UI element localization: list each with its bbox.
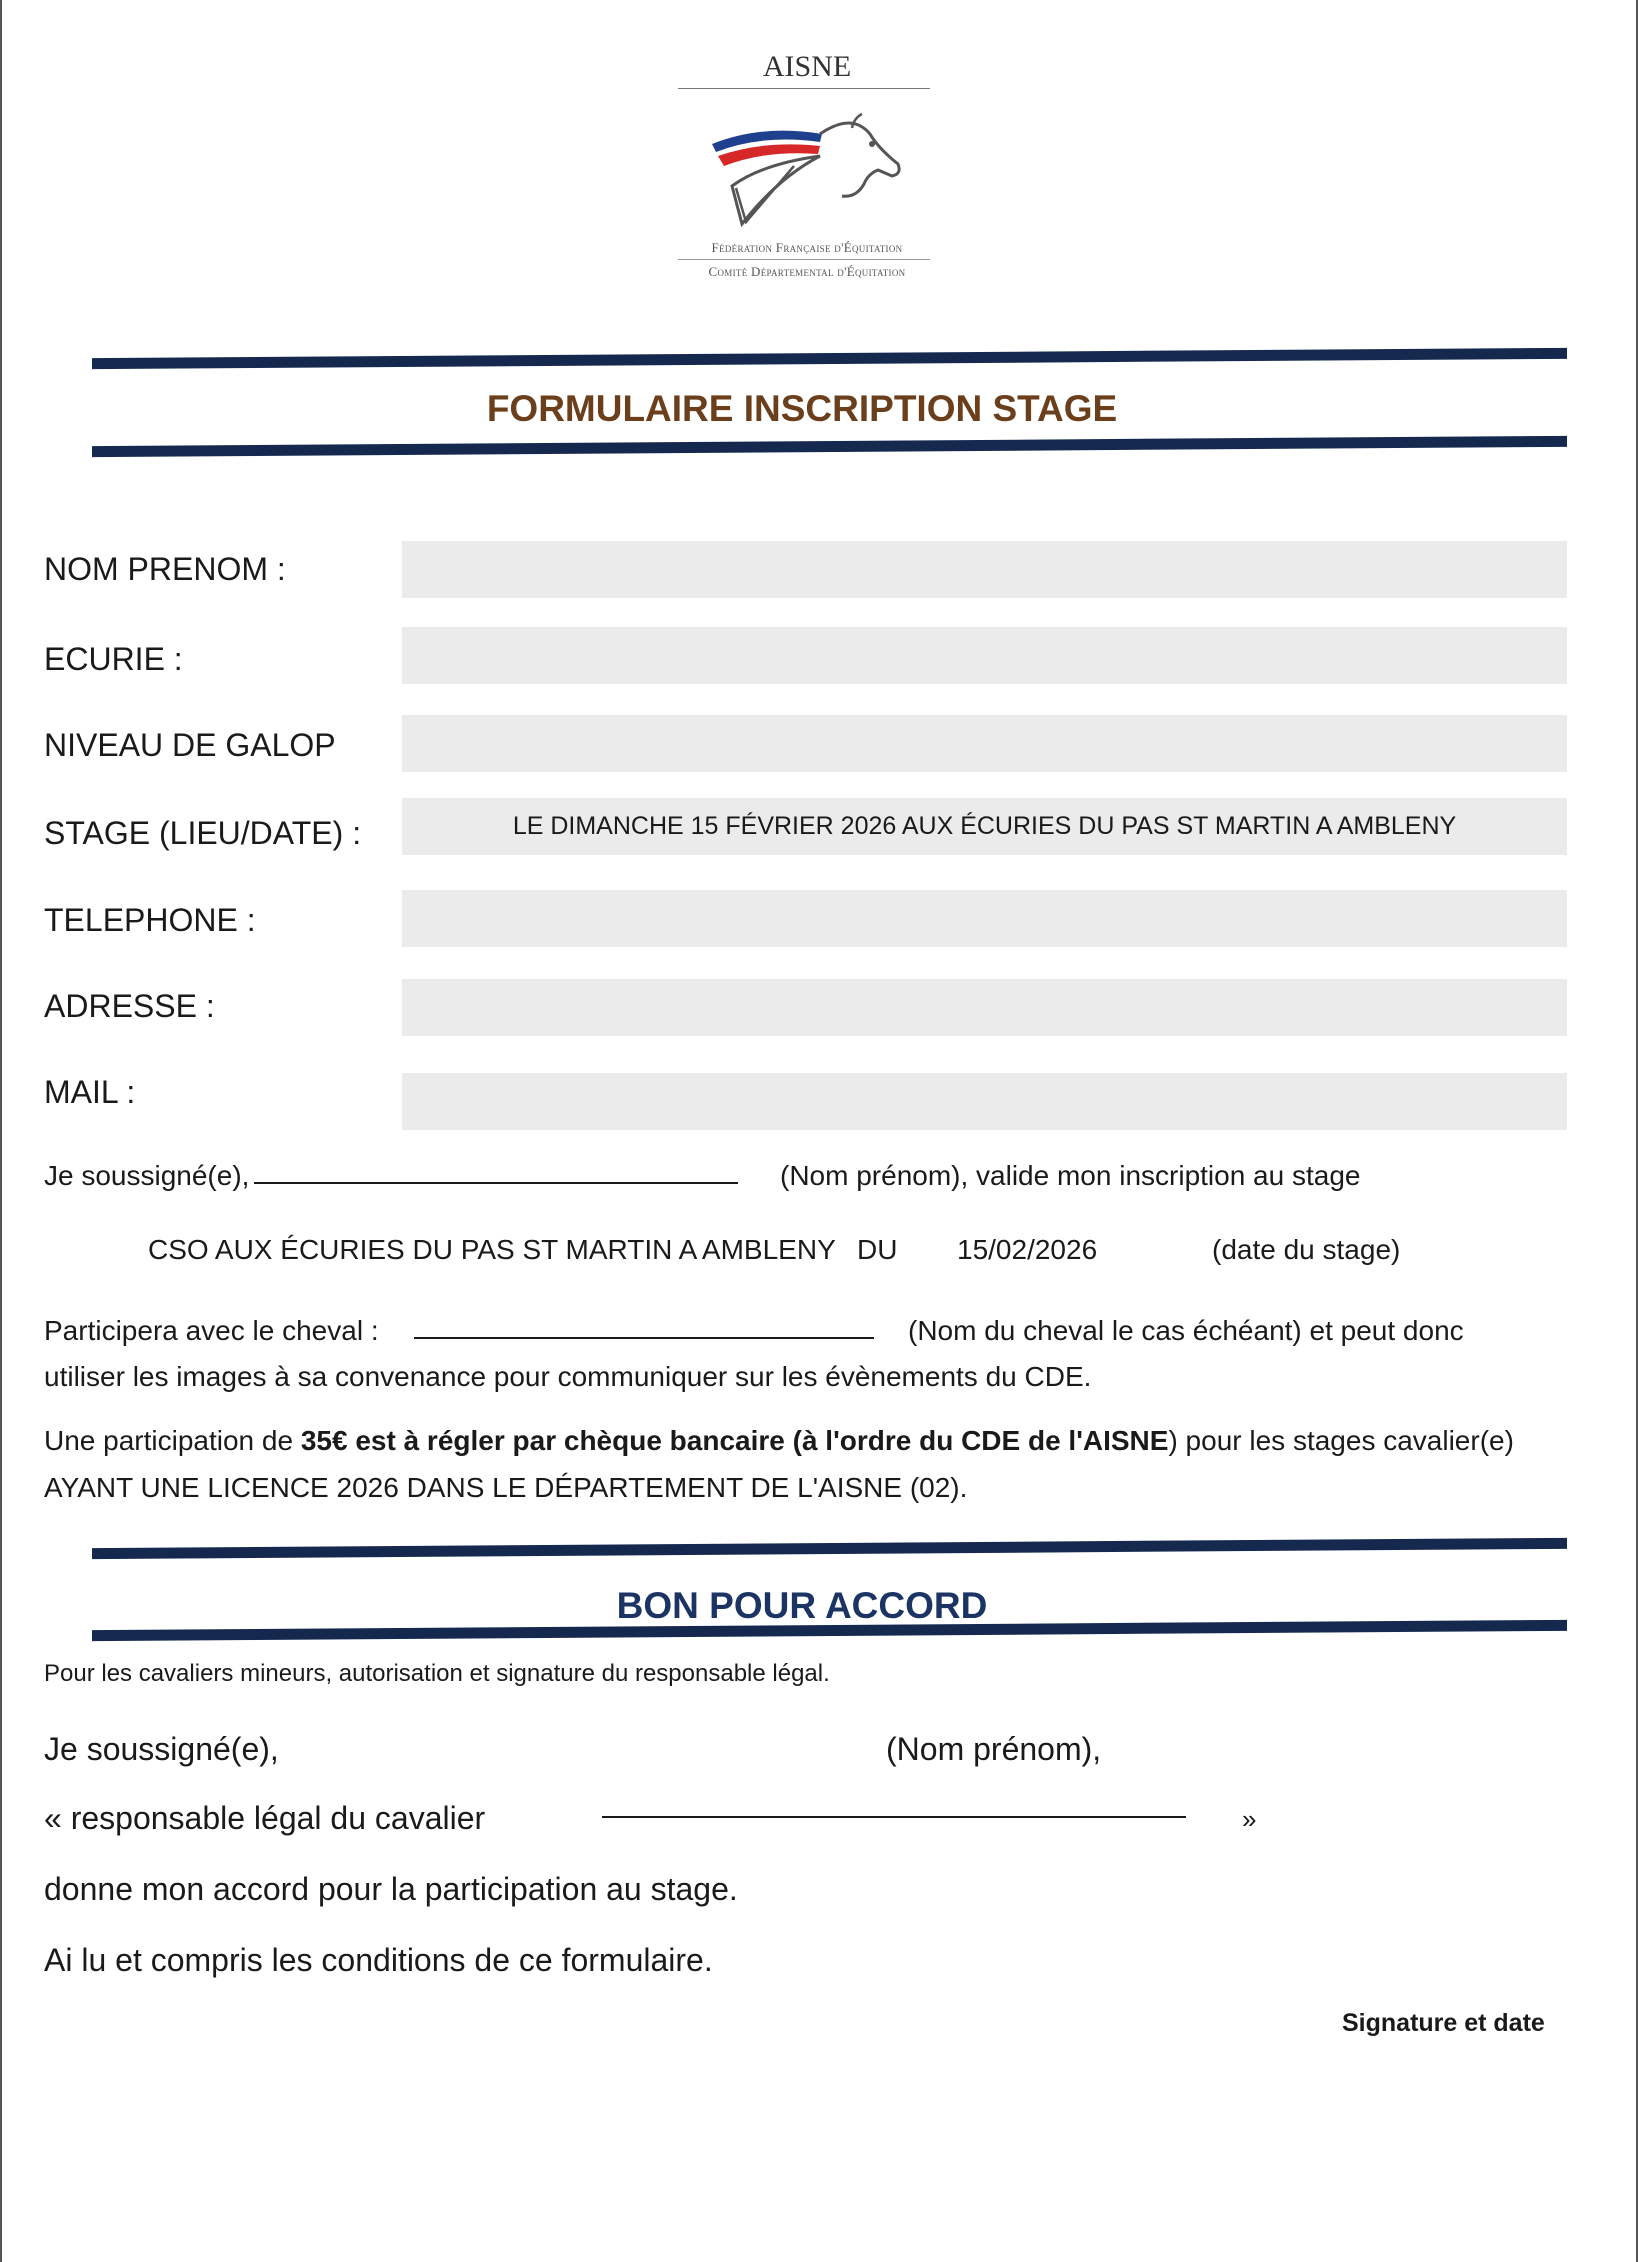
- soussigne-name-line[interactable]: [254, 1182, 738, 1184]
- participation-line1: [44, 1425, 1514, 1457]
- participation-text-bold: 35€ est à régler par chèque bancaire (à l'ordre du CDE de l'AISNE: [300, 1425, 1169, 1456]
- header-band-top: [92, 348, 1567, 369]
- responsable-name-line[interactable]: [602, 1816, 1186, 1818]
- logo-federation-text: Fédération Française d'Équitation: [711, 240, 903, 255]
- form-title: FORMULAIRE INSCRIPTION STAGE: [486, 388, 1118, 429]
- stage-name: CSO AUX ÉCURIES DU PAS ST MARTIN A AMBLENY: [148, 1234, 836, 1265]
- accord-responsable-close: »: [1242, 1804, 1257, 1834]
- cheval-suffix: (Nom du cheval le cas échéant) et peut donc: [908, 1315, 1464, 1346]
- nom-prenom-field[interactable]: [402, 541, 1567, 598]
- participation-line2: AYANT UNE LICENCE 2026 DANS LE DÉPARTEMENT DE L'AISNE (02).: [44, 1472, 968, 1503]
- accord-note: Pour les cavaliers mineurs, autorisation et signature du responsable légal.: [44, 1660, 830, 1687]
- stage-label: STAGE (LIEU/DATE) :: [44, 815, 362, 851]
- adresse-field[interactable]: [402, 979, 1567, 1036]
- accord-nom-prenom: (Nom prénom),: [886, 1731, 1102, 1767]
- accord-band-top: [92, 1538, 1567, 1559]
- telephone-field[interactable]: [402, 890, 1567, 947]
- niveau-galop-label: NIVEAU DE GALOP: [44, 727, 336, 763]
- cheval-name-line[interactable]: [414, 1337, 874, 1339]
- ecurie-field[interactable]: [402, 627, 1567, 684]
- nom-prenom-label: NOM PRENOM :: [44, 551, 286, 587]
- soussigne-suffix: (Nom prénom), valide mon inscription au stage: [780, 1160, 1361, 1191]
- participation-text-b: ) pour les stages cavalier(e): [1168, 1425, 1514, 1456]
- telephone-label: TELEPHONE :: [44, 902, 256, 938]
- accord-responsable-open: « responsable légal du cavalier: [44, 1800, 486, 1836]
- logo-rule: [678, 88, 930, 89]
- header-band-bottom: [92, 436, 1567, 457]
- cheval-prefix: Participera avec le cheval :: [44, 1315, 379, 1346]
- logo-comite-text: Comité Départemental d'Équitation: [708, 264, 906, 279]
- logo-title: AISNE: [762, 50, 852, 83]
- accord-lu-compris: Ai lu et compris les conditions de ce formulaire.: [44, 1942, 713, 1978]
- stage-date-hint: (date du stage): [1212, 1234, 1401, 1265]
- mail-field[interactable]: [402, 1073, 1567, 1130]
- accord-soussigne: Je soussigné(e),: [44, 1731, 279, 1767]
- soussigne-prefix: Je soussigné(e),: [44, 1160, 250, 1191]
- stage-du: DU: [857, 1234, 898, 1265]
- niveau-galop-field[interactable]: [402, 715, 1567, 772]
- cheval-line2: utiliser les images à sa convenance pour communiquer sur les évènements du CDE.: [44, 1361, 1092, 1392]
- accord-title: BON POUR ACCORD: [616, 1585, 988, 1626]
- signature-label: Signature et date: [1342, 2009, 1545, 2037]
- adresse-label: ADRESSE :: [44, 988, 215, 1024]
- horse-head-tricolor-icon: [702, 104, 912, 234]
- logo-separator: [678, 259, 930, 260]
- participation-text-a: Une participation de: [44, 1425, 301, 1456]
- stage-date: 15/02/2026: [957, 1234, 1098, 1265]
- accord-donne: donne mon accord pour la participation au stage.: [44, 1871, 738, 1907]
- stage-field[interactable]: LE DIMANCHE 15 FÉVRIER 2026 AUX ÉCURIES DU PAS ST MARTIN A AMBLENY: [402, 798, 1567, 855]
- ecurie-label: ECURIE :: [44, 641, 183, 677]
- mail-label: MAIL :: [44, 1074, 136, 1110]
